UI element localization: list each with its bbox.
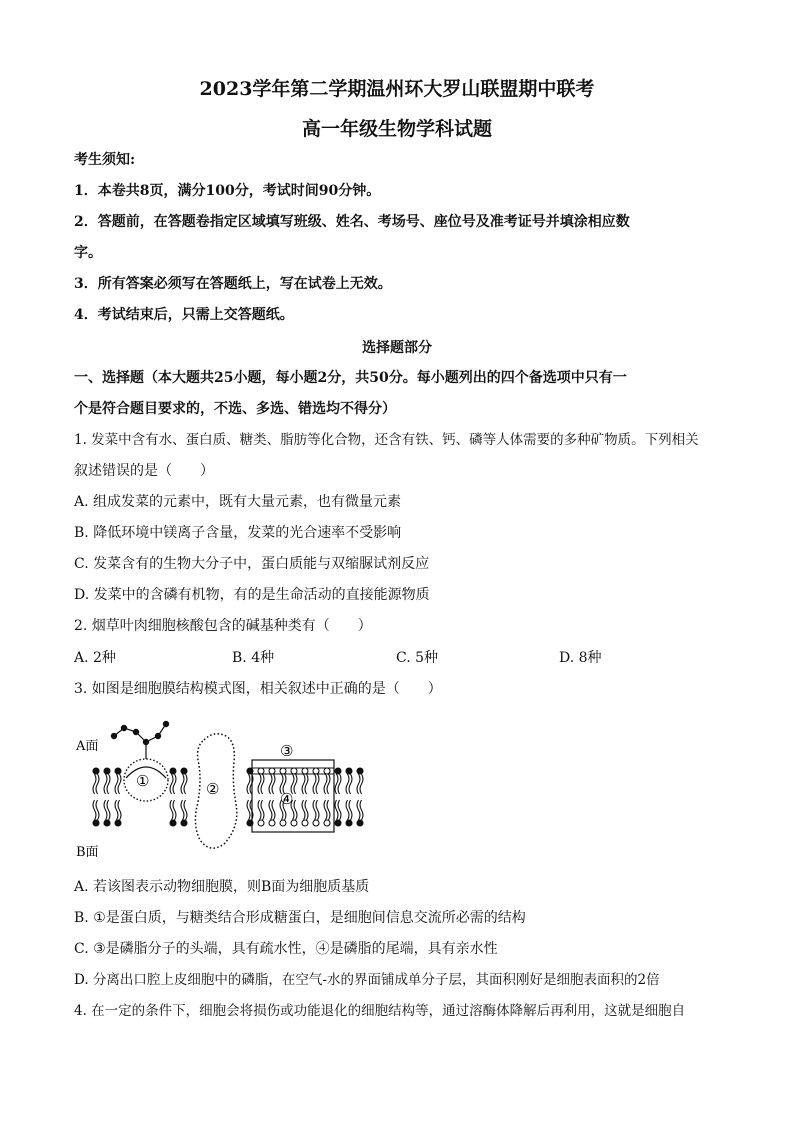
q3-option-d: D. 分离出口腔上皮细胞中的磷脂，在空气-水的界面铺成单分子层，其面积刚好是细胞表面积的2倍 xyxy=(74,972,660,988)
lipid-tail xyxy=(313,774,316,794)
lipid-tail xyxy=(93,774,96,794)
exam-subtitle: 高一年级生物学科试题 xyxy=(301,118,492,140)
lipid-head xyxy=(280,768,286,774)
lipid-head xyxy=(280,820,286,826)
lipid-tail xyxy=(170,774,173,794)
notice-heading: 考生须知: xyxy=(74,152,136,168)
q3-option-a: A. 若该图表示动物细胞膜，则B面为细胞质基质 xyxy=(74,879,370,895)
marker-2: ② xyxy=(206,780,220,798)
lipid-head xyxy=(115,768,121,774)
lipid-tail xyxy=(173,800,176,820)
lipid-tail xyxy=(104,800,107,820)
lipid-head xyxy=(258,820,264,826)
lipid-tail xyxy=(269,774,272,794)
section-intro-1: 一、选择题（本大题共25小题，每小题2分，共50分。每小题列出的四个备选项中只有一 xyxy=(74,370,627,386)
q1-option-b: B. 降低环境中镁离子含量，发菜的光合速率不受影响 xyxy=(74,525,402,541)
lipid-head xyxy=(93,768,99,774)
lipid-tail xyxy=(294,774,297,794)
lipid-tail xyxy=(327,774,330,794)
notice-item-1: 1．本卷共8页，满分100分，考试时间90分钟。 xyxy=(74,183,381,199)
lipid-head xyxy=(324,820,330,826)
notice-item-2: 2．答题前，在答题卷指定区域填写班级、姓名、考场号、座位号及准考证号并填涂相应数 xyxy=(74,214,630,230)
lipid-tail xyxy=(96,800,99,820)
lipid-tail xyxy=(305,774,308,794)
label-a-face: A面 xyxy=(76,739,99,754)
lipid-head xyxy=(115,820,121,826)
lipid-tail xyxy=(184,774,187,794)
lipid-tail xyxy=(184,800,187,820)
exam-title: 2023学年第二学期温州环大罗山联盟期中联考 xyxy=(199,78,595,100)
lipid-tail xyxy=(335,800,338,820)
lipid-head xyxy=(313,820,319,826)
marker-4: ④ xyxy=(280,790,294,808)
lipid-tail xyxy=(335,774,338,794)
section-title: 选择题部分 xyxy=(362,340,432,356)
lipid-head xyxy=(170,820,176,826)
q4-stem-1: 4. 在一定的条件下，细胞会将损伤或功能退化的细胞结构等，通过溶酶体降解后再利用，这就是细胞自 xyxy=(74,1003,686,1019)
glycan-chain-icon xyxy=(111,721,168,760)
lipid-tail xyxy=(107,774,110,794)
q1-option-c: C. 发菜含有的生物大分子中，蛋白质能与双缩脲试剂反应 xyxy=(74,556,430,572)
lipid-tail xyxy=(349,774,352,794)
lipid-tail xyxy=(261,800,264,820)
lipid-tail xyxy=(261,774,264,794)
lipid-head xyxy=(346,768,352,774)
lipid-tail xyxy=(115,800,118,820)
lipid-tail xyxy=(269,800,272,820)
lipid-tail xyxy=(316,774,319,794)
lipid-head xyxy=(346,820,352,826)
lipid-tail xyxy=(294,800,297,820)
q1-option-a: A. 组成发菜的元素中，既有大量元素，也有微量元素 xyxy=(74,494,402,510)
q3-option-c: C. ③是磷脂分子的头端，具有疏水性，④是磷脂的尾端，具有亲水性 xyxy=(74,941,498,957)
lipid-head xyxy=(291,768,297,774)
lipid-head xyxy=(291,820,297,826)
lipid-head xyxy=(357,768,363,774)
marker-1: ① xyxy=(136,772,150,790)
lipid-head xyxy=(269,820,275,826)
lipid-head xyxy=(313,768,319,774)
lipid-tail xyxy=(313,800,316,820)
lipid-tail xyxy=(272,774,275,794)
lipid-head xyxy=(357,820,363,826)
lipid-tail xyxy=(324,800,327,820)
q2-option-c: C. 5种 xyxy=(396,650,439,666)
lipid-tail xyxy=(107,800,110,820)
lipid-tail xyxy=(360,774,363,794)
lipid-tail xyxy=(324,774,327,794)
marker-3: ③ xyxy=(280,742,294,760)
cell-membrane-diagram xyxy=(74,712,374,862)
lipid-tail xyxy=(302,800,305,820)
lipid-head xyxy=(170,768,176,774)
lipid-tail xyxy=(181,774,184,794)
lipid-head xyxy=(302,820,308,826)
lipid-tail xyxy=(346,774,349,794)
lipid-tail xyxy=(346,800,349,820)
notice-item-3: 3．所有答案必须写在答题纸上，写在试卷上无效。 xyxy=(74,276,392,292)
lipid-tail xyxy=(247,774,250,794)
lipid-tail xyxy=(258,774,261,794)
notice-item-4: 4．考试结束后，只需上交答题纸。 xyxy=(74,307,294,323)
q2-stem: 2. 烟草叶肉细胞核酸包含的碱基种类有（ ） xyxy=(74,618,372,634)
lipid-head xyxy=(258,768,264,774)
q3-stem: 3. 如图是细胞膜结构模式图，相关叙述中正确的是（ ） xyxy=(74,681,442,697)
lipid-head xyxy=(302,768,308,774)
q2-option-b: B. 4种 xyxy=(232,650,275,666)
lipid-head xyxy=(181,820,187,826)
lipid-tail xyxy=(272,800,275,820)
section-intro-2: 个是符合题目要求的，不选、多选、错选均不得分） xyxy=(74,401,396,417)
lipid-tail xyxy=(338,800,341,820)
lipid-tail xyxy=(338,774,341,794)
lipid-head xyxy=(335,820,341,826)
q1-stem-1: 1. 发菜中含有水、蛋白质、糖类、脂肪等化合物，还含有铁、钙、磷等人体需要的多种矿物质。下列相关 xyxy=(74,432,699,448)
lipid-tail xyxy=(118,774,121,794)
q1-option-d: D. 发菜中的含磷有机物，有的是生命活动的直接能源物质 xyxy=(74,587,430,603)
lipid-head xyxy=(269,768,275,774)
lipid-head xyxy=(324,768,330,774)
lipid-tail xyxy=(360,800,363,820)
lipid-tail xyxy=(115,774,118,794)
lipid-tail xyxy=(104,774,107,794)
lipid-tail xyxy=(357,800,360,820)
lipid-tail xyxy=(96,774,99,794)
q1-stem-2: 叙述错误的是（ ） xyxy=(74,463,214,479)
lipid-head xyxy=(104,768,110,774)
lipid-tail xyxy=(181,800,184,820)
lipid-tail xyxy=(247,800,250,820)
lipid-head xyxy=(335,768,341,774)
lipid-tail xyxy=(305,800,308,820)
lipid-tail xyxy=(349,800,352,820)
lipid-tail xyxy=(173,774,176,794)
q2-option-d: D. 8种 xyxy=(559,650,602,666)
lipid-tail xyxy=(118,800,121,820)
lipid-head xyxy=(93,820,99,826)
notice-item-2-cont: 字。 xyxy=(74,245,102,261)
q2-option-a: A. 2种 xyxy=(74,650,116,666)
lipid-tail xyxy=(302,774,305,794)
lipid-tail xyxy=(327,800,330,820)
lipid-head xyxy=(104,820,110,826)
lipid-tail xyxy=(258,800,261,820)
label-b-face: B面 xyxy=(76,845,99,860)
lipid-tail xyxy=(316,800,319,820)
lipid-head xyxy=(181,768,187,774)
lipid-tail xyxy=(170,800,173,820)
lipid-tail xyxy=(93,800,96,820)
q3-option-b: B. ①是蛋白质，与糖类结合形成糖蛋白，是细胞间信息交流所必需的结构 xyxy=(74,910,526,926)
lipid-tail xyxy=(357,774,360,794)
